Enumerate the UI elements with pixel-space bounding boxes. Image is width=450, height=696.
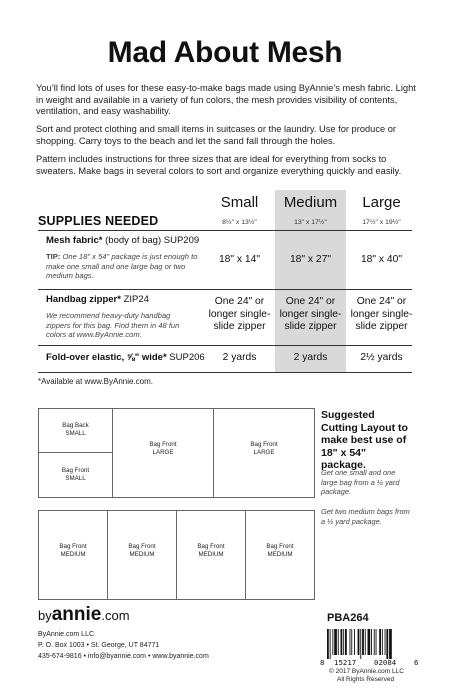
- barcode-digit: 15217: [334, 658, 357, 667]
- item-name: Mesh fabric*: [46, 235, 103, 246]
- barcode-digits: [300, 658, 430, 668]
- address-line-2: P. O. Box 1003 • St. George, UT 84771: [38, 642, 160, 649]
- byannie-logo: [38, 604, 130, 626]
- barcode-bar: [360, 629, 361, 659]
- barcode: [326, 629, 414, 659]
- item-name: Fold-over elastic, ⅝" wide*: [46, 352, 167, 363]
- piece-label: Bag Front SMALL: [61, 467, 90, 482]
- tip-note: [46, 252, 202, 281]
- table-divider: [38, 345, 412, 346]
- barcode-bar: [358, 629, 360, 655]
- tip-text: One 18" x 54" package is just enough to make one small and one large bag or two medium bags.: [46, 252, 198, 280]
- barcode-bar: [362, 629, 364, 655]
- table-row-fold-over-elastic: [46, 352, 205, 363]
- piece-label: Bag Front LARGE: [250, 441, 278, 456]
- barcode-bar: [376, 629, 377, 655]
- item-code: ZIP24: [120, 294, 149, 305]
- item-name: Handbag zipper*: [46, 294, 121, 305]
- address-line-3: 435-674-9816 • info@byannie.com • www.byannie.com: [38, 653, 209, 660]
- barcode-digit: 6: [414, 658, 419, 667]
- logo-annie: annie: [51, 604, 102, 625]
- table-row-mesh-fabric: [46, 235, 199, 246]
- tip-label: TIP:: [46, 252, 61, 261]
- supplies-heading: SUPPLIES NEEDED: [38, 214, 159, 228]
- table-row-handbag-zipper: [46, 294, 149, 305]
- cutting-layout-medium: [38, 510, 315, 600]
- cell-zipper-medium: One 24" or longer single-slide zipper: [279, 296, 342, 332]
- item-code: (body of bag) SUP209: [102, 235, 200, 246]
- piece-label: Bag Front MEDIUM: [128, 543, 156, 558]
- cell-elastic-medium: 2 yards: [293, 352, 328, 363]
- barcode-bar: [343, 629, 344, 655]
- barcode-bar: [332, 629, 333, 655]
- cutting-layout-heading: Suggested Cutting Layout to make best use of 18" x 54" package.: [321, 409, 408, 471]
- copyright-line-2: All Rights Reserved: [337, 676, 395, 683]
- barcode-bar: [368, 629, 371, 655]
- barcode-bar: [374, 629, 375, 655]
- piece-bag-front-large: [213, 408, 315, 498]
- item-code: SUP206: [166, 352, 205, 363]
- size-large-heading: Large: [362, 194, 401, 211]
- table-divider: [38, 289, 412, 290]
- cell-elastic-small: 2 yards: [222, 352, 257, 363]
- barcode-bar: [379, 629, 381, 655]
- barcode-bar: [327, 629, 329, 659]
- product-code: PBA264: [327, 612, 369, 624]
- availability-note: *Available at www.ByAnnie.com.: [38, 377, 154, 386]
- piece-label: Bag Front MEDIUM: [59, 543, 87, 558]
- barcode-digit: 02084: [374, 658, 397, 667]
- piece-bag-front-large: [112, 408, 214, 498]
- page-title: Mad About Mesh: [107, 36, 343, 69]
- barcode-bar: [382, 629, 383, 655]
- cell-zipper-small: One 24" or longer single-slide zipper: [208, 296, 271, 332]
- cell-zipper-large: One 24" or longer single-slide zipper: [350, 296, 413, 332]
- cell-mesh-large: 18" x 40": [360, 254, 403, 265]
- barcode-bar: [341, 629, 343, 655]
- cell-mesh-small: 18" x 14": [218, 254, 261, 265]
- barcode-bar: [351, 629, 352, 655]
- barcode-bar: [330, 629, 331, 659]
- address-line-1: ByAnnie.com LLC: [38, 631, 95, 638]
- copyright-line-1: © 2017 ByAnnie.com LLC: [329, 668, 404, 675]
- zipper-note: We recommend heavy-duty handbag zippers for this bag. Find them in 48 fun colors at www.ByAnnie.com.: [46, 311, 180, 339]
- barcode-bar: [389, 629, 392, 659]
- piece-bag-front-medium: [107, 510, 177, 600]
- barcode-bar: [365, 629, 366, 655]
- cutting-note-2: Get two medium bags from a ½ yard package.: [321, 507, 410, 526]
- size-medium-dims: 13" x 17½": [294, 219, 327, 226]
- barcode-bar: [371, 629, 372, 655]
- barcode-bar: [338, 629, 339, 655]
- cell-elastic-large: 2½ yards: [360, 352, 403, 363]
- table-divider: [38, 372, 412, 373]
- piece-bag-front-medium: [38, 510, 108, 600]
- piece-bag-back-small: [38, 408, 113, 453]
- barcode-bar: [334, 629, 337, 655]
- piece-label: Bag Front MEDIUM: [266, 543, 294, 558]
- barcode-bar: [345, 629, 347, 655]
- cutting-layout-small-large: [38, 408, 315, 498]
- piece-label: Bag Front MEDIUM: [197, 543, 225, 558]
- barcode-bar: [354, 629, 355, 655]
- barcode-bar: [386, 629, 388, 659]
- piece-bag-front-small: [38, 452, 113, 498]
- intro-paragraph-1: You’ll find lots of uses for these easy-to-make bags made using ByAnnie’s mesh fabric. Light in weight and available in a variety of fun colors, the mesh provides visibility of contents, ventilation, and easy washability.: [36, 83, 416, 117]
- logo-by: by: [38, 608, 52, 623]
- barcode-bar: [385, 629, 386, 655]
- barcode-bar: [350, 629, 351, 655]
- cell-mesh-medium: 18" x 27": [289, 254, 332, 265]
- piece-label: Bag Back SMALL: [62, 422, 89, 437]
- piece-label: Bag Front LARGE: [149, 441, 177, 456]
- logo-com: .com: [101, 608, 130, 623]
- size-small-heading: Small: [220, 194, 259, 211]
- cutting-note-1: Get one small and one large bag from a ½ yard package.: [321, 468, 400, 496]
- piece-bag-front-medium: [245, 510, 315, 600]
- intro-paragraph-3: Pattern includes instructions for three sizes that are ideal for everything from socks to sweaters. Make bags in several colors to sort and organize everything quickly and easily.: [36, 154, 402, 176]
- intro-paragraph-2: Sort and protect clothing and small items in suitcases or the laundry. Use for produce or shopping. Carry toys to the beach and let the sand fall through the holes.: [36, 124, 396, 146]
- size-large-dims: 17½" x 19½": [362, 219, 401, 226]
- barcode-digit: 8: [320, 658, 325, 667]
- piece-bag-front-medium: [176, 510, 246, 600]
- size-small-dims: 8½" x 13½": [222, 219, 257, 226]
- table-divider: [38, 230, 412, 231]
- size-medium-heading: Medium: [283, 194, 338, 211]
